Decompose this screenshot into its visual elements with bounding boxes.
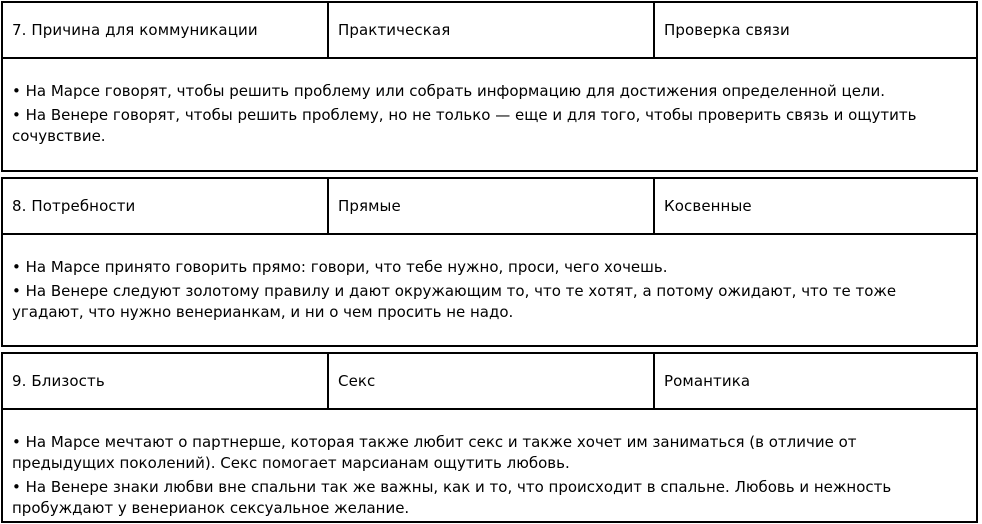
mars-column-cell: Практическая [329,3,655,57]
venus-column-cell: Проверка связи [664,21,790,39]
venus-bullet: • На Венере следуют золотому правилу и дают окружающим то, что те хотят, а потому ожидают, что те тоже угадают, что нужно венерианкам, и ни о чем просить не надо. [12,282,897,321]
mars-column-cell: Прямые [329,179,655,233]
table-section-8 [1,177,978,347]
section-header-row [3,3,976,59]
table-section-9 [1,352,978,523]
venus-bullet: • На Венере говорят, чтобы решить проблему, но не только — еще и для того, чтобы проверить связь и ощутить сочувствие. [12,106,917,145]
venus-column-cell: Романтика [664,372,751,390]
mars-bullet: • На Марсе принято говорить прямо: говори, что тебе нужно, проси, чего хочешь. [12,258,668,276]
section-description [3,410,976,519]
section-title-cell: 9. Близость [3,354,329,408]
table-section-7 [1,1,978,172]
section-header-row [3,354,976,410]
venus-column-cell: Косвенные [664,197,752,215]
mars-column-cell: Секс [329,354,655,408]
section-header-row [3,179,976,235]
section-description [3,59,976,147]
section-description [3,235,976,323]
venus-bullet: • На Венере знаки любви вне спальни так же важны, как и то, что происходит в спальне. Любовь и нежность пробуждают у венерианок сексуальное желание. [12,478,892,517]
mars-bullet: • На Марсе мечтают о партнерше, которая также любит секс и также хочет им заниматься (в отличие от предыдущих поколений). Секс помогает марсианам ощутить любовь. [12,433,857,472]
mars-bullet: • На Марсе говорят, чтобы решить проблему или собрать информацию для достижения определенной цели. [12,82,886,100]
section-title-cell: 7. Причина для коммуникации [3,3,329,57]
section-title-cell: 8. Потребности [3,179,329,233]
